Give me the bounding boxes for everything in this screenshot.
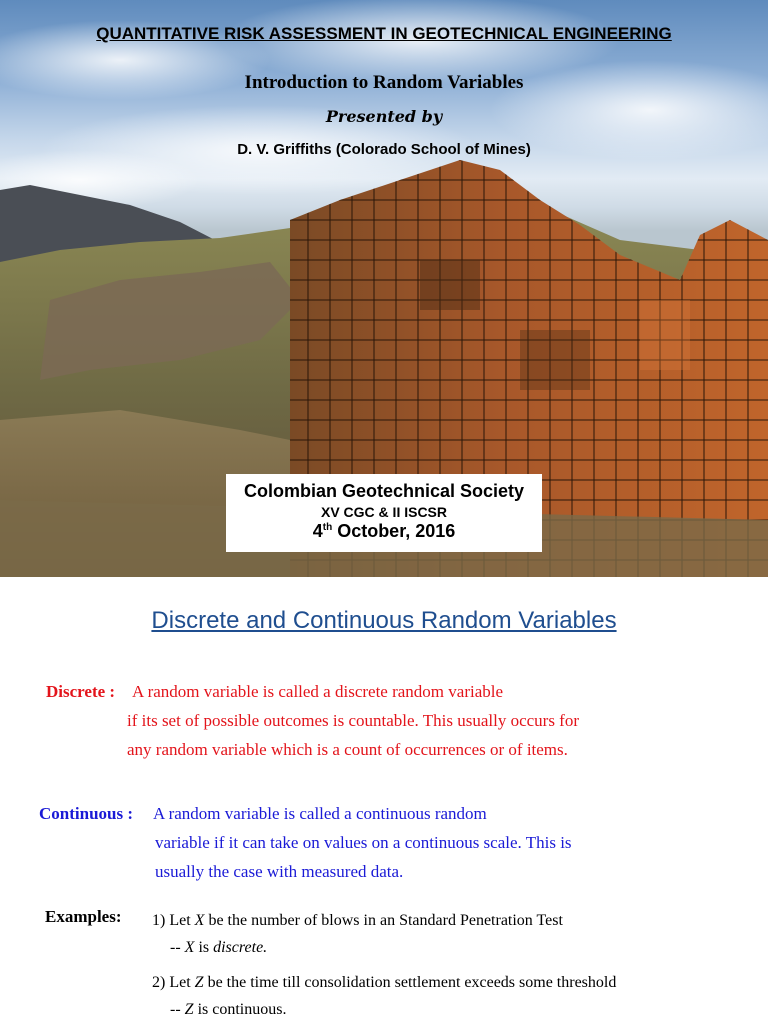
example-1-conclusion [170, 939, 267, 957]
example-2-text: be the time till consolidation settlement exceeds some threshold [203, 974, 617, 991]
discrete-def-line1: A random variable is called a discrete random variable [132, 682, 504, 701]
example-1-conclusion-variable: X [184, 939, 195, 956]
discrete-term: Discrete : [46, 682, 116, 701]
example-1-conclusion-type: discrete. [213, 939, 268, 956]
date-suffix: th [322, 522, 333, 533]
example-2-variable: Z [194, 974, 204, 991]
continuous-def-line3: usually the case with measured data. [155, 862, 404, 881]
example-1-dash: -- [170, 939, 185, 956]
presentation-subtitle: Introduction to Random Variables [244, 72, 524, 93]
continuous-def-line1: A random variable is called a continuous random [153, 804, 487, 823]
continuous-term: Continuous : [39, 804, 134, 823]
examples-label: Examples: [45, 907, 122, 926]
example-2 [152, 974, 616, 992]
conference-name: XV CGC & II ISCSR [320, 504, 448, 520]
presentation-title: QUANTITATIVE RISK ASSESSMENT IN GEOTECHNICAL ENGINEERING [96, 24, 672, 43]
example-1-text: be the number of blows in an Standard Penetration Test [204, 912, 563, 929]
date-day: 4 [312, 521, 323, 541]
example-2-conclusion-variable: Z [184, 1001, 194, 1018]
event-date [226, 521, 542, 542]
example-2-conclusion [170, 1001, 286, 1019]
example-1-conclusion-is: is [194, 939, 214, 956]
organization-name: Colombian Geotechnical Society [243, 481, 525, 501]
date-rest: October, 2016 [332, 521, 456, 541]
slide-heading: Discrete and Continuous Random Variables [151, 607, 617, 634]
event-info-box [226, 474, 542, 552]
example-1-prefix: 1) Let [152, 912, 195, 929]
example-2-dash: -- [170, 1001, 185, 1018]
example-1 [152, 912, 563, 930]
continuous-def-line2: variable if it can take on values on a continuous scale. This is [155, 833, 572, 852]
example-2-prefix: 2) Let [152, 974, 195, 991]
example-1-variable: X [194, 912, 205, 929]
author-line: D. V. Griffiths (Colorado School of Mines) [237, 141, 531, 158]
presented-by-label: Presented by [325, 107, 443, 126]
discrete-def-line3: any random variable which is a count of occurrences or of items. [127, 740, 568, 759]
content-slide [0, 577, 768, 1024]
discrete-def-line2: if its set of possible outcomes is countable. This usually occurs for [127, 711, 580, 730]
example-2-conclusion-text: is continuous. [193, 1001, 287, 1018]
